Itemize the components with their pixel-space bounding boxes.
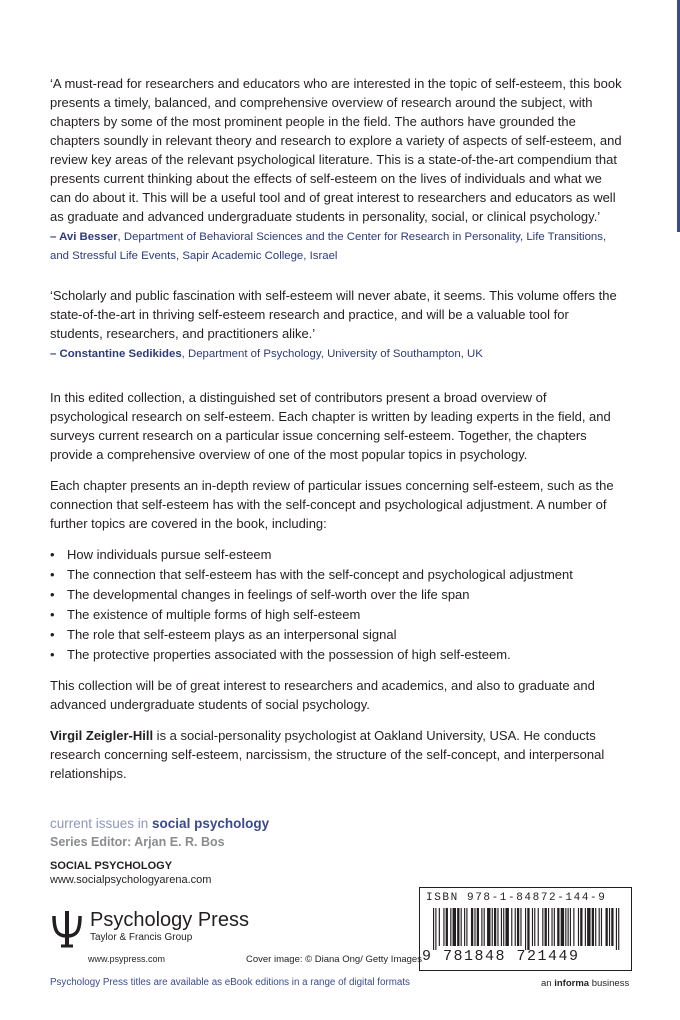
barcode-bar [481, 908, 482, 946]
review-attribution-2 [50, 345, 625, 364]
review-affiliation-2: , Department of Psychology, University of Southampton, UK [181, 348, 483, 360]
barcode-bar [570, 908, 571, 946]
barcode-bar [573, 908, 574, 946]
topic-item: • The role that self-esteem plays as an interpersonal signal [50, 625, 625, 644]
barcode-bar [464, 908, 465, 946]
barcode-bar [466, 908, 467, 946]
barcode-bar [578, 908, 579, 946]
barcode-bar [494, 908, 496, 946]
topic-item: • The existence of multiple forms of high self-esteem [50, 605, 625, 624]
review-author-2: – Constantine Sedikides [50, 348, 182, 360]
barcode-bar [527, 908, 529, 950]
publisher-group: Taylor & Francis Group [90, 932, 193, 943]
series-title-light: current issues in [50, 816, 153, 831]
barcode-bar [599, 908, 600, 946]
barcode-bar [532, 908, 533, 946]
barcode-bar [503, 908, 504, 946]
barcode-bar [548, 908, 549, 946]
review-attribution-1 [50, 228, 625, 266]
barcode-bar [557, 908, 559, 946]
barcode-bar [497, 908, 498, 946]
editor-bio: is a social-personality psychologist at Oakland University, USA. He conducts research concerning self-esteem, narcissism, the structure of the self-concept, and interpersonal relationships. [50, 728, 605, 781]
review-quote-1: ‘A must-read for researchers and educators who are interested in the topic of self-esteem, this book presents a timely, balanced, and comprehensive overview of research around the subject, with chapters by some of the most prominent people in the field. The authors have grounded the chapters soundly in relevant theory and research to explore a variety of aspects of self-esteem, and review key areas of the relevant psychological literature. This is a state-of-the-art compendium that presents current thinking about the effects of self-esteem on the lives of individuals and what we can do about it. This will be a useful tool and of great interest to researchers and educators as well as graduate and advanced undergraduate students in personality, social, or clinical psychology.’ [50, 76, 622, 224]
editor-name: Virgil Zeigler-Hill [50, 728, 154, 743]
barcode-bar [487, 908, 490, 946]
topic-item: • The developmental changes in feelings of self-worth over the life span [50, 585, 625, 604]
informa-brand: informa [554, 978, 590, 989]
barcode-bar [517, 908, 519, 946]
informa-suffix: business [589, 978, 630, 989]
series-title-dark: social psychology [152, 816, 270, 831]
barcode-bar [592, 908, 594, 946]
barcode-bar [601, 908, 602, 946]
topic-item: • The connection that self-esteem has with the self-concept and psychological adjustment [50, 565, 625, 584]
barcode-bar [542, 908, 543, 946]
barcode-bar [477, 908, 479, 946]
description-paragraph-1: In this edited collection, a distinguished set of contributors present a broad overview of psychological research on self-esteem. Each chapter is written by leading experts in the field, and surveys current research on a particular issue concerning self-esteem. Together, the chapters provide a comprehensive overview of one of the most popular topics in psychology. [50, 390, 611, 462]
barcode-bar [443, 908, 444, 946]
description-paragraph-2: Each chapter presents an in-depth review of particular issues concerning self-esteem, such as the connection that self-esteem has with the self-concept and psychological adjustment. A number of further topics are covered in the book, including: [50, 478, 614, 531]
barcode-bar [609, 908, 610, 946]
series-editor: Series Editor: Arjan E. R. Bos [50, 835, 225, 849]
subject-url: www.socialpsychologyarena.com [50, 874, 212, 886]
barcode-bar [450, 908, 451, 946]
description-paragraph-3: This collection will be of great interest to researchers and academics, and also to graduate and advanced undergraduate students of social psychology. [50, 678, 595, 712]
barcode-bar [511, 908, 512, 946]
barcode-bar [595, 908, 596, 946]
psi-logo-icon [50, 908, 84, 948]
barcode-bar [618, 908, 619, 950]
barcode-bar [616, 908, 617, 950]
topic-item: • The protective properties associated with the possession of high self-esteem. [50, 645, 625, 664]
barcode-bar [453, 908, 456, 946]
barcode-bar [433, 908, 434, 950]
barcode-bar [561, 908, 564, 946]
barcode-bar [520, 908, 521, 946]
barcode-bar [457, 908, 459, 946]
cover-image-credit: Cover image: © Diana Ong/ Getty Images [246, 954, 422, 965]
barcode-bar [474, 908, 475, 946]
review-affiliation-1: , Department of Behavioral Sciences and the Center for Research in Personality, Life Transitions, and Stressful Life Events, Sapir Academic College, Israel [50, 231, 607, 262]
barcode-bar [461, 908, 462, 946]
isbn-barcode [419, 887, 632, 971]
subject-category: SOCIAL PSYCHOLOGY [50, 860, 173, 872]
ebook-note: Psychology Press titles are available as eBook editions in a range of digital formats [50, 977, 410, 988]
barcode-bar [587, 908, 590, 946]
barcode-bar [446, 908, 448, 946]
review-author-1: – Avi Besser [50, 231, 118, 243]
barcode-bar [611, 908, 613, 946]
editor-bio-paragraph [50, 726, 625, 783]
back-cover-content [50, 74, 625, 795]
topic-item: • How individuals pursue self-esteem [50, 545, 625, 564]
subject-block [50, 859, 211, 887]
book-description [50, 388, 625, 783]
ean-digits: 9 781848 721449 [422, 948, 580, 965]
barcode-bar [551, 908, 552, 946]
review-quote-2: ‘Scholarly and public fascination with self-esteem will never abate, it seems. This volume offers the state-of-the-art in thriving self-esteem research and practice, and will be a valuable tool for students, researchers, and practitioners alike.’ [50, 288, 617, 341]
barcode-bar [554, 908, 555, 946]
publisher-name: Psychology Press [90, 909, 249, 931]
informa-prefix: an [541, 978, 555, 989]
topics-list [50, 545, 625, 664]
barcode-bar [439, 908, 440, 946]
barcode-bar [525, 908, 526, 950]
barcode-bar [492, 908, 493, 946]
barcode-bar [565, 908, 566, 946]
barcode-bar [515, 908, 516, 946]
barcode-bar [534, 908, 535, 946]
barcode-bar [568, 908, 569, 946]
barcode-bar [505, 908, 508, 946]
barcode-bar [484, 908, 485, 946]
barcode-bar [606, 908, 608, 946]
informa-business-line [541, 978, 629, 989]
barcode-bar [538, 908, 539, 946]
publisher-url: www.psypress.com [88, 954, 166, 964]
barcode-bar [435, 908, 436, 950]
series-title [50, 815, 269, 833]
barcode-bar [501, 908, 502, 946]
barcode-bar [545, 908, 547, 946]
barcode-bar [585, 908, 586, 946]
barcode-bar [471, 908, 473, 946]
series-block [50, 815, 269, 851]
isbn-text: ISBN 978-1-84872-144-9 [426, 892, 607, 904]
barcode-bars [433, 908, 621, 950]
barcode-bar [580, 908, 582, 946]
